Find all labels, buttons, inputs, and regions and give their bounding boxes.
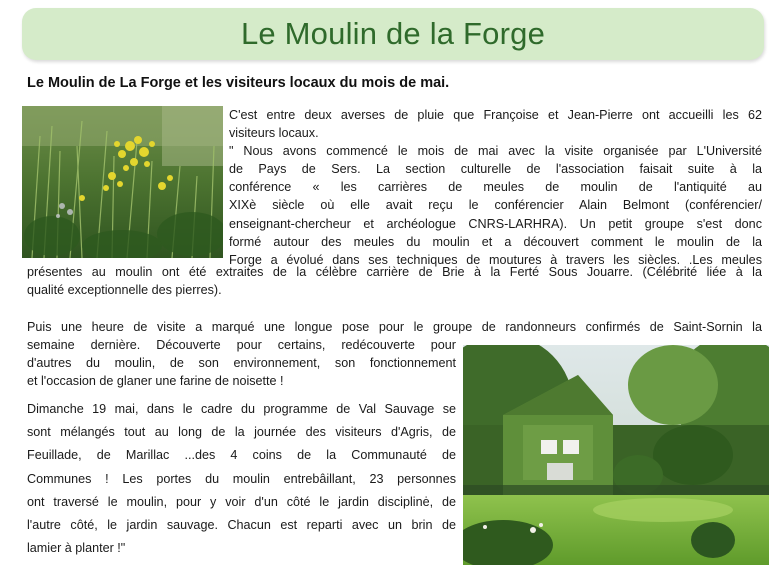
paragraph-3: [27, 318, 762, 336]
text-line: Puis une heure de visite a marqué une longue pose pour le groupe de randonneurs confirmés de Saint-Sornin la: [27, 320, 762, 334]
text-line: qualité exceptionnelle des pierres).: [27, 283, 222, 298]
paragraph-2: [27, 263, 762, 299]
text-line: Forge a évolué dans ses techniques de moutures à travers les siècles. .Les meules: [229, 252, 762, 267]
article-subtitle: Le Moulin de La Forge et les visiteurs locaux du mois de mai.: [27, 75, 450, 91]
page-title: Le Moulin de la Forge: [240, 16, 546, 51]
text-line: sont mélangés tout au long de la journée des visiteurs d'Agris, de: [27, 425, 456, 440]
text-line: l'autre côté, le jardin sauvage. Chacun est reparti avec un brin de: [27, 518, 456, 533]
text-line: enseignant-chercheur et archéologue CNRS-LARHRA). Un petit groupe s'est donc: [229, 216, 762, 231]
text-line: formé autour des meules du moulin et a découvert comment le moulin de la: [229, 234, 762, 249]
mill-photo-drawing: [463, 345, 769, 565]
text-line: " Nous avons commencé le mois de mai avec la visite organisée par L'Université: [229, 144, 762, 159]
paragraph-1: [229, 106, 762, 269]
text-line: Dimanche 19 mai, dans le cadre du programme de Val Sauvage se: [27, 402, 456, 416]
text-line: ont traversé le moulin, pour y voir d'un côté le jardin disciplinė, de: [27, 494, 456, 509]
text-line: lamier à planter !": [27, 541, 126, 556]
text-line: semaine dernière. Découverte pour certains, redécouverte pour: [27, 338, 456, 352]
text-line: et l'occasion de glaner une farine de noisette !: [27, 374, 284, 389]
text-line: Communes ! Les portes du moulin entrebâillant, 23 personnes: [27, 471, 456, 486]
paragraph-5: [27, 398, 456, 560]
paragraph-4: [27, 336, 456, 390]
flowers-photo-drawing: [22, 106, 223, 258]
text-line: Feuillade, de Marillac ...des 4 coins de la Communauté de: [27, 448, 456, 463]
flowers-photo: [22, 106, 223, 258]
text-line: présentes au moulin ont été extraites de la célèbre carrière de Brie à la Ferté Sous Jouarre. (Célébrité liée à la: [27, 265, 762, 279]
mill-photo: [463, 345, 769, 565]
text-line: d'autres du moulin, de son environnement, son fonctionnement: [27, 356, 456, 371]
text-line: C'est entre deux averses de pluie que Françoise et Jean-Pierre ont accueilli les 62: [229, 108, 762, 122]
text-line: de Pays de Sers. La section culturelle de l'association faisait suite à la: [229, 162, 762, 177]
title-banner: [22, 8, 764, 60]
text-line: conférence « les carrières de meules de moulin de l'antiquité au: [229, 180, 762, 195]
text-line: visiteurs locaux.: [229, 126, 319, 141]
text-line: XIXè siècle où elle avait reçu le conférencier Alain Belmont (conférencier/: [229, 198, 762, 213]
